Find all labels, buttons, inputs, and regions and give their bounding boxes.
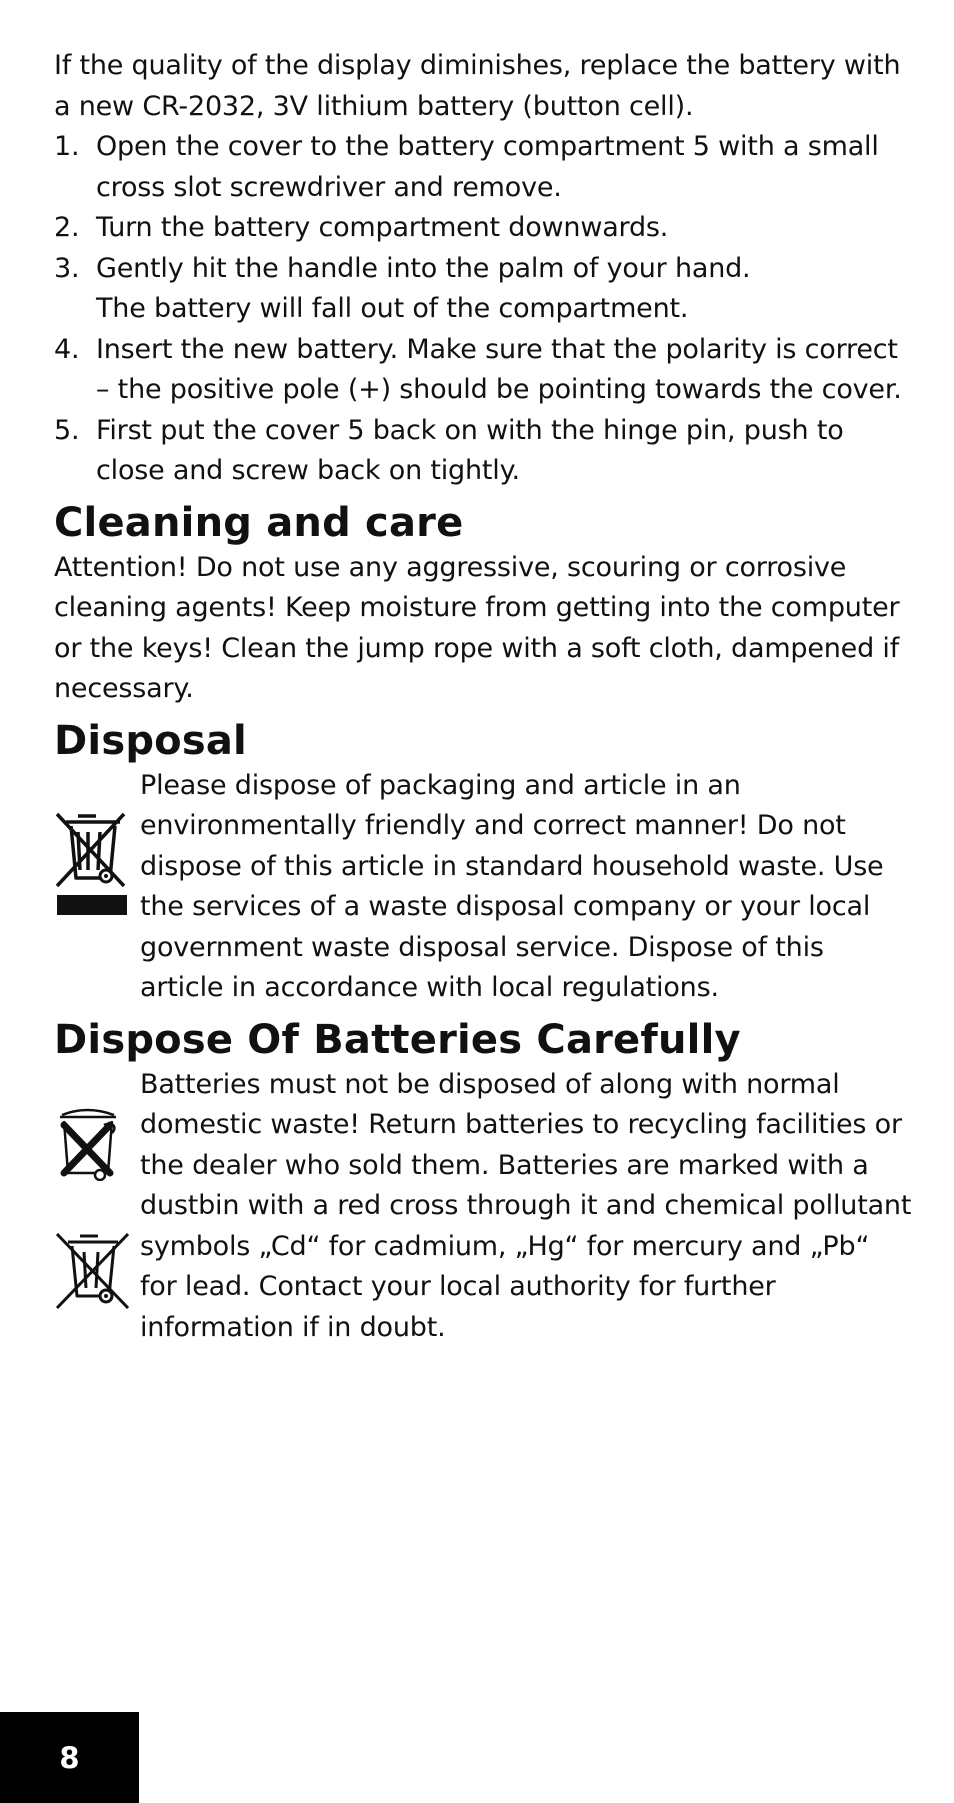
disposal-heading: Disposal (54, 717, 247, 764)
page-number: 8 (59, 1740, 80, 1775)
step-item (54, 249, 914, 330)
step-item (54, 208, 914, 249)
page-number-box (0, 1712, 139, 1803)
crossed-wheelie-bin-icon (54, 1230, 132, 1312)
batteries-heading: Dispose Of Batteries Carefully (54, 1016, 741, 1063)
step-text-continued: The battery will fall out of the compartment. (96, 293, 689, 324)
crossed-bin-weee-icon (54, 808, 132, 918)
cleaning-heading: Cleaning and care (54, 499, 464, 546)
step-number: 5. (54, 414, 80, 446)
step-text: Turn the battery compartment downwards. (96, 212, 669, 243)
batteries-text: Batteries must not be disposed of along with normal domestic waste! Return batteries to recycling facilities or the dealer who sold them. Batteries are marked with a dustbin with a red cross through it and chemical pollutant symbols „Cd“ for cadmium, „Hg“ for mercury and „Pb“ for lead. Contact your local authority for further information if in doubt. (140, 1068, 912, 1343)
batteries-section (54, 1065, 914, 1349)
step-item (54, 127, 914, 208)
disposal-text: Please dispose of packaging and article in an environmentally friendly and correct manner! Do not dispose of this article in standard household waste. Use the services of a waste disposal company or your local government waste disposal service. Dispose of this article in accordance with local regulations. (140, 769, 884, 1003)
step-text: Open the cover to the battery compartment 5 with a small cross slot screwdriver and remove. (96, 131, 879, 203)
step-number: 3. (54, 252, 80, 284)
cleaning-text: Attention! Do not use any aggressive, scouring or corrosive cleaning agents! Keep moisture from getting into the computer or the keys! Clean the jump rope with a soft cloth, dampened if necessary. (54, 551, 900, 704)
step-item (54, 330, 914, 411)
step-text: First put the cover 5 back on with the hinge pin, push to close and screw back on tightly. (96, 414, 844, 486)
manual-page (54, 46, 914, 1348)
step-number: 4. (54, 333, 80, 365)
step-text: Gently hit the handle into the palm of your hand. (96, 252, 751, 284)
step-number: 2. (54, 212, 80, 243)
battery-replacement-steps (54, 127, 914, 492)
crossed-dustbin-icon (54, 1103, 124, 1181)
disposal-section (54, 766, 914, 1009)
step-item (54, 411, 914, 492)
step-text: Insert the new battery. Make sure that the polarity is correct – the positive pole (+) should be pointing towards the cover. (96, 333, 902, 405)
battery-intro: If the quality of the display diminishes, replace the battery with a new CR-2032, 3V lithium battery (button cell). (54, 50, 901, 122)
step-number: 1. (54, 131, 80, 162)
